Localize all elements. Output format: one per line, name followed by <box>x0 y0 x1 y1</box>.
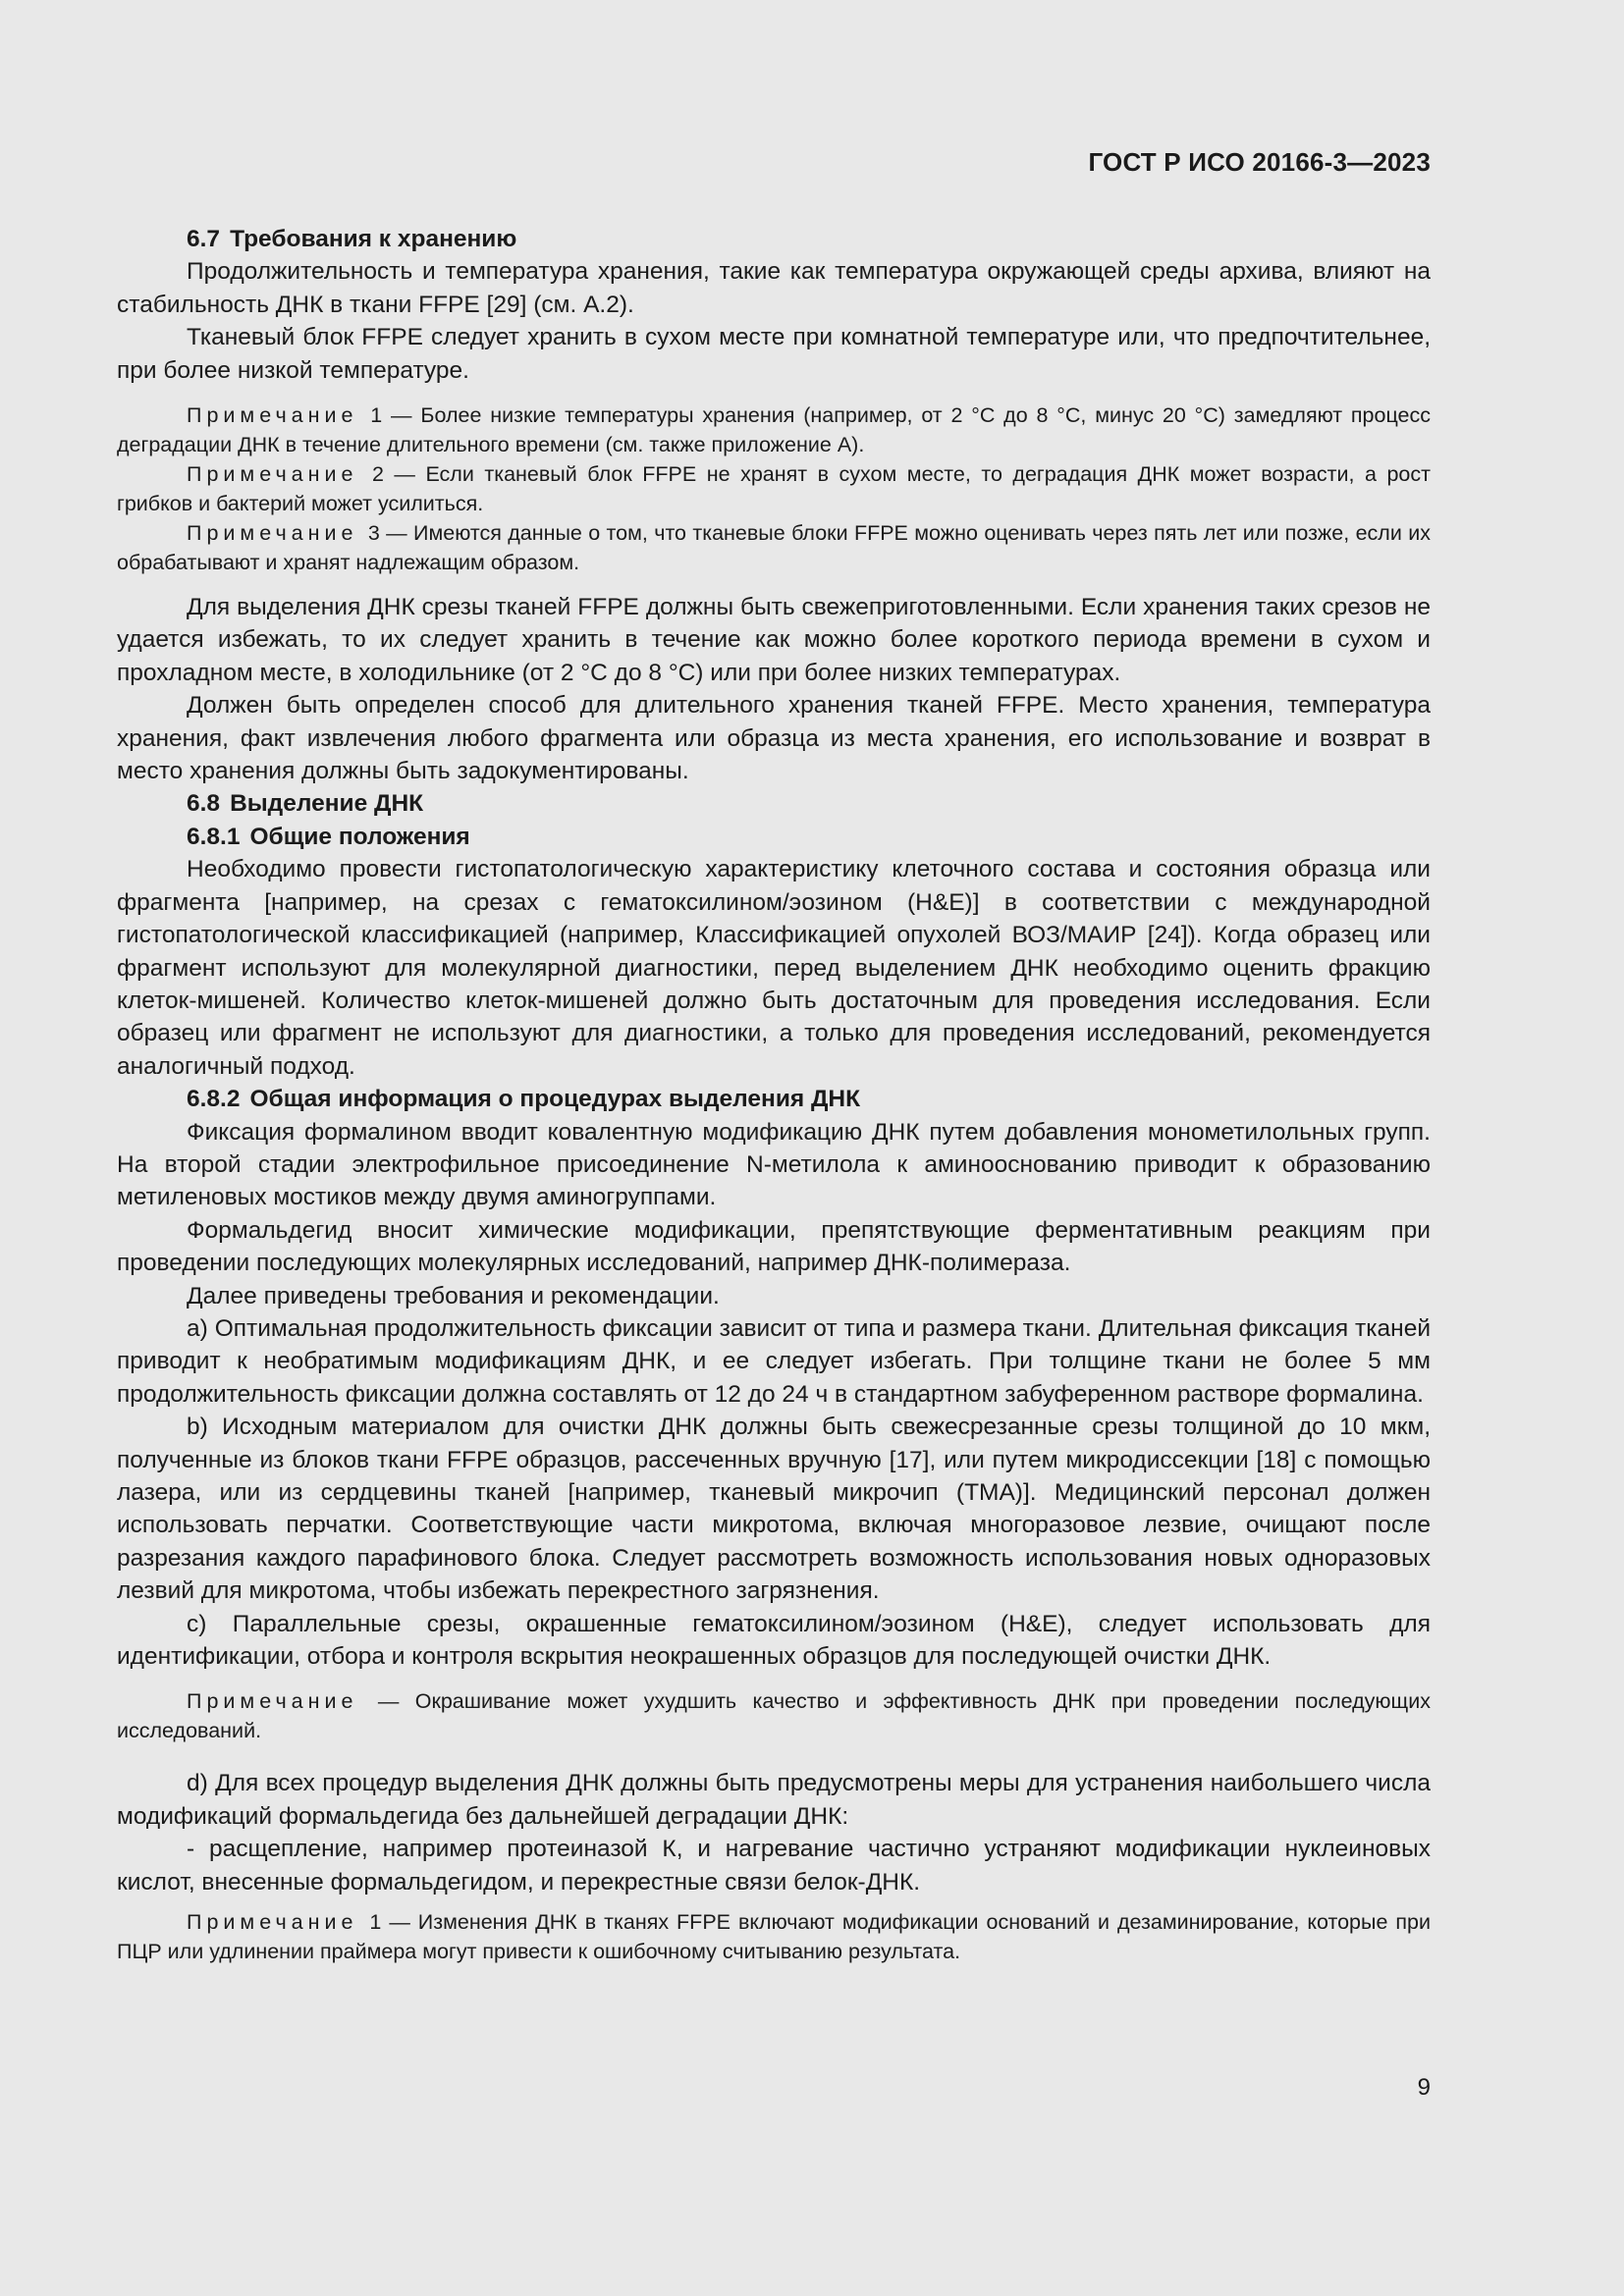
section-number: 6.8.2 <box>187 1086 241 1113</box>
paragraph: Тканевый блок FFPE следует хранить в сухом месте при комнатной температуре или, что предпочтительнее, при более низкой температуре. <box>117 324 1431 384</box>
section-number: 6.8 <box>187 790 221 818</box>
note-text: 2 — Если тканевый блок FFPE не хранят в сухом месте, то деградация ДНК может возрасти, а рост грибков и бактерий может усилиться. <box>117 462 1431 516</box>
paragraph: Необходимо провести гистопатологическую характеристику клеточного состава и состояния образца или фрагмента [например, на срезах с гематоксилином/эозином (H&E)] в соответствии с международной гистопатологической классификацией (например, Классификацией опухолей ВОЗ/МАИР [24]). Когда образец или фрагмент используют для молекулярной диагностики, перед выделением ДНК необходимо оценить фракцию клеток-мишеней. Количество клеток-мишеней должно быть достаточным для проведения исследования. Если образец или фрагмент не используют для диагностики, а только для проведения исследований, рекомендуется аналогичный подход. <box>117 856 1431 1080</box>
section-title: Общие положения <box>249 823 470 850</box>
list-item-a: a) Оптимальная продолжительность фиксации зависит от типа и размера ткани. Длительная фиксация тканей приводит к необратимым модификациям ДНК, и ее следует избегать. При толщине ткани не более 5 мм продолжительность фиксации должна составлять от 12 до 24 ч в стандартном забуференном растворе формалина. <box>117 1314 1431 1408</box>
note-text: 3 — Имеются данные о том, что тканевые блоки FFPE можно оценивать через пять лет или позже, если их обрабатывают и хранят надлежащим образом. <box>117 521 1431 575</box>
note-text: 1 — Более низкие температуры хранения (например, от 2 °C до 8 °C, минус 20 °C) замедляют процесс деградации ДНК в течение длительного времени (см. также приложение А). <box>117 403 1431 457</box>
section-title: Выделение ДНК <box>230 790 424 818</box>
note-text: — Окрашивание может ухудшить качество и эффективность ДНК при проведении последующих исследований. <box>117 1689 1431 1743</box>
note <box>117 1686 1431 1745</box>
paragraph: Для выделения ДНК срезы тканей FFPE должны быть свежеприготовленными. Если хранения таких срезов не удается избежать, то их следует хранить в течение как можно более короткого периода времени в сухом и прохладном месте, в холодильнике (от 2 °C до 8 °C) или при более низких температурах. <box>117 594 1431 686</box>
note-label: Примечание <box>187 462 358 487</box>
note-label: Примечание <box>187 1910 358 1935</box>
paragraph: Далее приведены требования и рекомендации. <box>187 1282 720 1309</box>
dash-item: - расщепление, например протеиназой К, и нагревание частично устраняют модификации нуклеиновых кислот, внесенные формальдегидом, и перекрестные связи белок-ДНК. <box>117 1836 1431 1896</box>
document-header: ГОСТ Р ИСО 20166-3—2023 <box>1088 147 1431 177</box>
note-label: Примечание <box>187 403 358 428</box>
note-text: 1 — Изменения ДНК в тканях FFPE включают модификации оснований и дезаминирование, которые при ПЦР или удлинении праймера могут привести к ошибочному считыванию результата. <box>117 1910 1431 1964</box>
note <box>117 400 1431 459</box>
page-number: 9 <box>1417 2074 1431 2101</box>
list-item-c: c) Параллельные срезы, окрашенные гематоксилином/эозином (H&E), следует использовать для идентификации, отбора и контроля вскрытия неокрашенных образцов для последующей очистки ДНК. <box>117 1610 1431 1671</box>
section-6-8-2-heading <box>117 1083 1431 1115</box>
paragraph: Фиксация формалином вводит ковалентную модификацию ДНК путем добавления монометилольных групп. На второй стадии электрофильное присоединение N-метилола к аминооснованию приводит к образованию метиленовых мостиков между двумя аминогруппами. <box>117 1118 1431 1211</box>
document-body <box>117 223 1431 1966</box>
note <box>117 518 1431 577</box>
paragraph: Должен быть определен способ для длительного хранения тканей FFPE. Место хранения, температура хранения, факт извлечения любого фрагмента или образца из места хранения, его использование и возврат в место хранения должны быть задокументированы. <box>117 692 1431 785</box>
note <box>117 1907 1431 1966</box>
section-number: 6.7 <box>187 226 221 252</box>
list-item-b: b) Исходным материалом для очистки ДНК должны быть свежесрезанные срезы толщиной до 10 мкм, полученные из блоков ткани FFPE образцов, рассеченных вручную [17], или путем микродиссекции [18] с помощью лазера, или из сердцевины тканей [например, тканевый микрочип (TMA)]. Медицинский персонал должен использовать перчатки. Соответствующие части микротома, включая многоразовое лезвие, очищают после разрезания каждого парафинового блока. Следует рассмотреть возможность использования новых одноразовых лезвий для микротома, чтобы избежать перекрестного загрязнения. <box>117 1414 1431 1605</box>
section-6-8-1-heading <box>117 821 1431 853</box>
note-label: Примечание <box>187 1689 358 1714</box>
section-6-7-heading <box>117 223 1431 255</box>
paragraph: Формальдегид вносит химические модификации, препятствующие ферментативным реакциям при проведении последующих молекулярных исследований, например ДНК-полимераза. <box>117 1216 1431 1277</box>
section-number: 6.8.1 <box>187 823 241 850</box>
note-label: Примечание <box>187 521 358 546</box>
section-6-8-heading <box>117 787 1431 820</box>
note <box>117 459 1431 518</box>
paragraph: Продолжительность и температура хранения, такие как температура окружающей среды архива, влияют на стабильность ДНК в ткани FFPE [29] (см. А.2). <box>117 258 1431 318</box>
section-title: Общая информация о процедурах выделения ДНК <box>249 1086 861 1113</box>
section-title: Требования к хранению <box>230 226 517 252</box>
list-item-d: d) Для всех процедур выделения ДНК должны быть предусмотрены меры для устранения наибольшего числа модификаций формальдегида без дальнейшей деградации ДНК: <box>117 1770 1431 1830</box>
